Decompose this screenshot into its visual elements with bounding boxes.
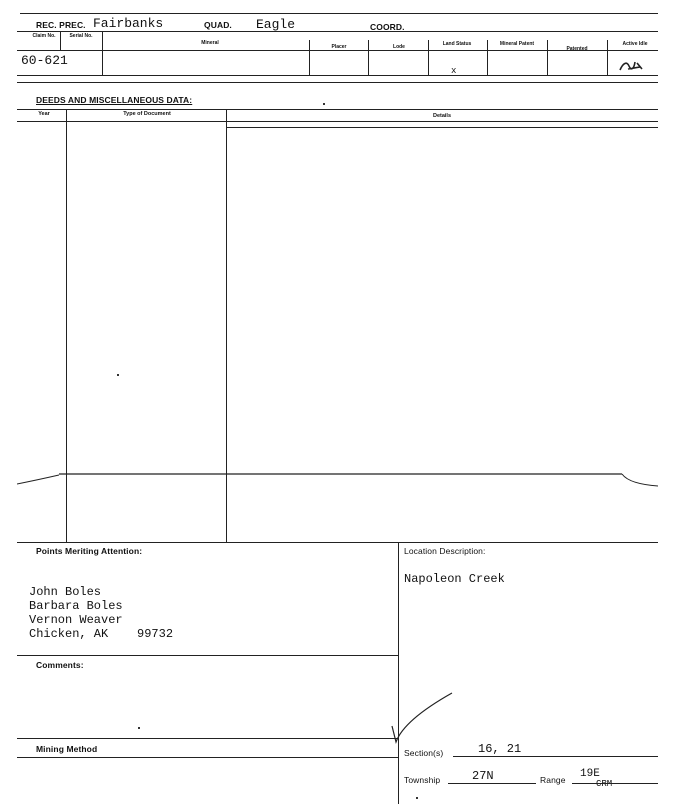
scan-speck [138,727,140,729]
range-underline [572,783,658,784]
deeds-col-details: Details [432,113,452,119]
top-border-line [20,13,658,14]
claim-table-underline [17,82,658,83]
mining-top-line [17,738,398,739]
claim-table-top [17,31,658,32]
coord-label: COORD. [370,22,405,32]
col-divider-1 [60,31,61,50]
rec-prec-label: REC. PREC. [36,20,86,30]
comments-label: Comments: [36,660,84,670]
deeds-header-bottom [17,121,658,122]
col-serial-no: Serial No. [69,33,93,39]
col-divider-2 [102,31,103,75]
section-label: Section(s) [404,748,444,758]
col-mineral-patent: Mineral Patent [499,41,535,47]
section-value: 16, 21 [478,742,522,756]
col-lode: Lode [393,44,405,50]
points-text: John Boles Barbara Boles Vernon Weaver Chicken, AK 99732 [29,585,174,641]
scan-speck [416,797,418,799]
location-value: Napoleon Creek [404,572,505,586]
deeds-table-bottom [17,542,658,543]
section-underline [453,756,658,757]
quad-label: QUAD. [204,20,232,30]
land-status-mark: x [451,66,457,76]
col-divider-8 [607,40,608,75]
active-idle-scribble-icon [618,57,644,73]
deeds-col-type: Type of Document [123,111,171,117]
deeds-col-year: Year [38,111,50,117]
col-land-status: Land Status [442,41,472,47]
claim-table-bottom [17,75,658,76]
col-divider-6 [487,40,488,75]
points-label: Points Meriting Attention: [36,546,143,556]
township-label: Township [404,775,441,785]
deeds-header-underline [227,127,658,128]
scan-speck [117,374,119,376]
quad-value: Eagle [256,17,296,32]
range-label: Range [540,775,566,785]
deeds-fold-line [17,466,658,488]
col-divider-5 [428,40,429,75]
range-value: 19E [580,768,600,780]
mining-label: Mining Method [36,744,98,754]
range-meridian: CRM [596,779,613,789]
col-divider-4 [368,40,369,75]
mining-bottom-line [17,757,398,758]
location-label: Location Description: [404,546,486,556]
township-underline [448,783,536,784]
col-active-idle: Active Idle [622,41,648,47]
col-patented: Patented [566,46,588,52]
lower-center-divider [398,542,399,804]
comments-top-line [17,655,398,656]
scan-speck [323,103,325,105]
deeds-title: DEEDS AND MISCELLANEOUS DATA: [36,95,193,105]
col-divider-7 [547,40,548,75]
col-placer: Placer [331,44,347,50]
col-claim-no: Claim No. [32,33,56,39]
township-value: 27N [472,769,494,783]
deeds-table-top [17,109,658,110]
rec-prec-value: Fairbanks [93,16,164,31]
col-mineral: Mineral [201,40,219,46]
claim-no-value: 60-621 [21,53,68,68]
